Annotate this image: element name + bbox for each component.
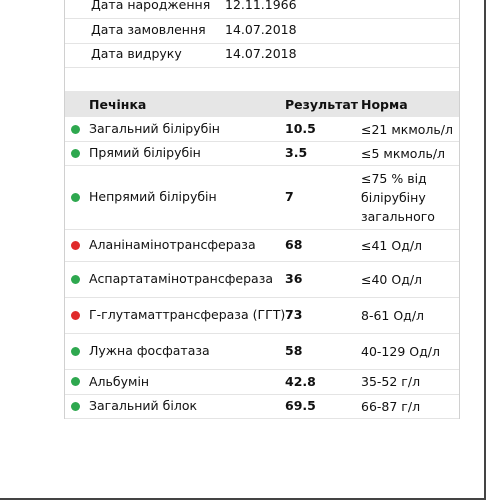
- norm-line: ≤40 Од/л: [361, 271, 423, 287]
- status-normal-dot-icon: [71, 402, 80, 411]
- print-date-row: [65, 43, 459, 68]
- status-abnormal-dot-icon: [71, 241, 80, 250]
- test-name: Лужна фосфатаза: [89, 343, 210, 358]
- birth-date-value: 12.11.1966: [225, 0, 297, 12]
- norm-line: 40-129 Од/л: [361, 343, 440, 359]
- test-norm: [361, 144, 445, 163]
- test-result: 69.5: [285, 398, 316, 413]
- print-date-value: 14.07.2018: [225, 46, 297, 61]
- order-date-label: Дата замовлення: [91, 22, 206, 37]
- test-result: 68: [285, 237, 303, 252]
- status-normal-dot-icon: [71, 377, 80, 386]
- test-name: Прямий білірубін: [89, 145, 201, 160]
- header-section-name: Печінка: [89, 97, 147, 112]
- test-norm: [361, 397, 420, 416]
- test-result: 58: [285, 343, 303, 358]
- test-name: Г-глутаматтрансфераза (ГГТ): [89, 307, 286, 322]
- status-normal-dot-icon: [71, 125, 80, 134]
- print-date-label: Дата видруку: [91, 46, 182, 61]
- table-row: [65, 333, 459, 370]
- status-abnormal-dot-icon: [71, 311, 80, 320]
- status-normal-dot-icon: [71, 193, 80, 202]
- table-header: [65, 91, 459, 117]
- norm-line: 8-61 Од/л: [361, 307, 425, 323]
- norm-line: ≤41 Од/л: [361, 237, 423, 253]
- test-norm: [361, 342, 440, 361]
- test-name: Загальний білок: [89, 398, 198, 413]
- test-result: 42.8: [285, 373, 316, 389]
- norm-line: 35-52 г/л: [361, 374, 421, 389]
- table-row: [65, 229, 459, 262]
- order-date-value: 14.07.2018: [225, 22, 297, 37]
- table-row: [65, 117, 459, 142]
- test-result: 10.5: [285, 121, 316, 136]
- test-norm: [361, 306, 424, 325]
- test-norm: [361, 169, 435, 226]
- test-name: Загальний білірубін: [89, 121, 220, 136]
- table-row: [65, 394, 459, 419]
- header-norm: Норма: [361, 97, 408, 112]
- test-name: Непрямий білірубін: [89, 189, 217, 204]
- birth-date-row: [65, 0, 459, 19]
- test-result: 36: [285, 271, 303, 286]
- norm-line: ≤21 мкмоль/л: [361, 121, 453, 137]
- order-date-row: [65, 19, 459, 44]
- norm-line: ≤5 мкмоль/л: [361, 145, 446, 161]
- test-name: Аспартатамінотрансфераза: [89, 271, 273, 286]
- test-norm: [361, 270, 422, 289]
- test-norm: [361, 120, 453, 139]
- birth-date-label: Дата народження: [91, 0, 211, 12]
- test-name: Аланінамінотрансфераза: [89, 237, 256, 252]
- test-result: 73: [285, 307, 303, 322]
- status-normal-dot-icon: [71, 149, 80, 158]
- test-norm: [361, 236, 422, 255]
- lab-report-page: [64, 0, 460, 419]
- status-normal-dot-icon: [71, 347, 80, 356]
- norm-line: білірубіну: [361, 189, 426, 205]
- table-row: [65, 369, 459, 395]
- test-result: 7: [285, 189, 294, 204]
- status-normal-dot-icon: [71, 275, 80, 284]
- table-row: [65, 297, 459, 334]
- test-result: 3.5: [285, 145, 308, 160]
- test-name: Альбумін: [89, 373, 150, 389]
- table-row: [65, 141, 459, 166]
- test-norm: [361, 372, 420, 391]
- header-result: Результат: [285, 97, 359, 112]
- norm-line: загального: [361, 208, 435, 224]
- table-row: [65, 261, 459, 298]
- table-row: [65, 165, 459, 230]
- norm-line: 66-87 г/л: [361, 398, 421, 414]
- norm-line: ≤75 % від: [361, 170, 427, 186]
